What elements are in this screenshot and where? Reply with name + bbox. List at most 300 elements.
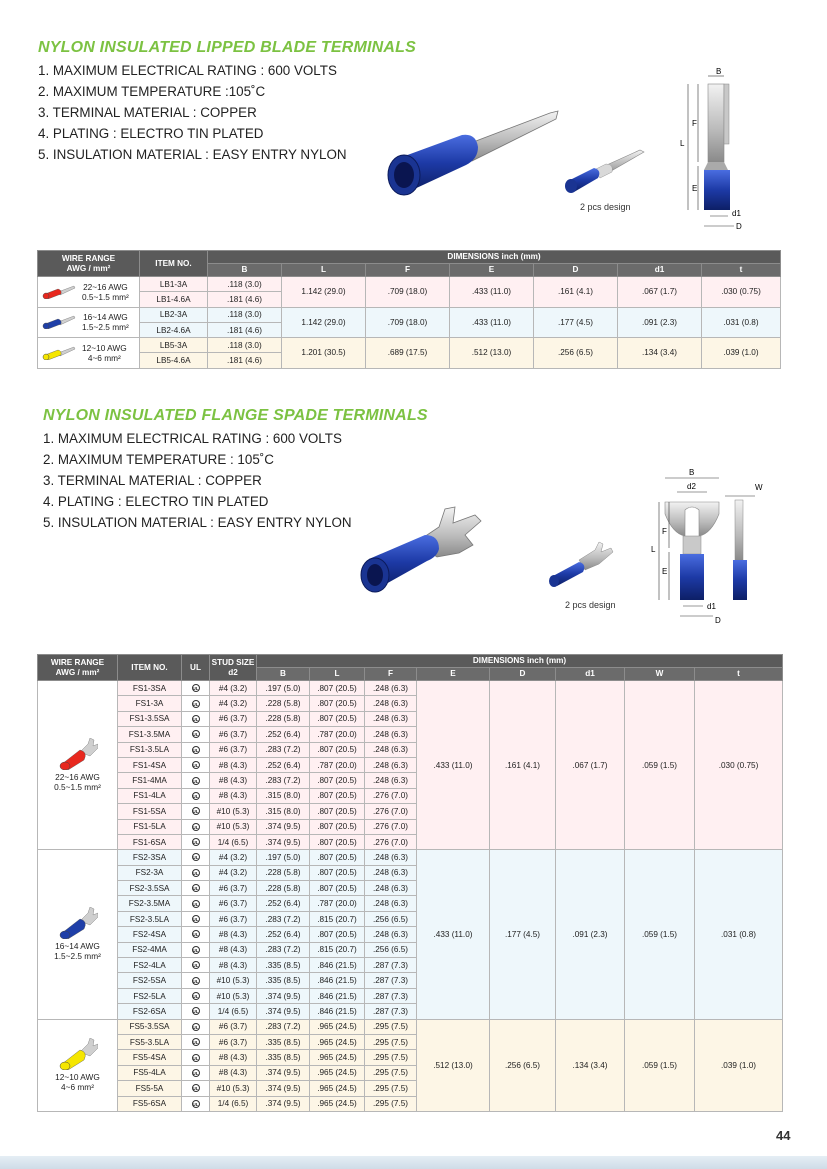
- dim-f-cell: .248 (6.3): [365, 773, 417, 788]
- dim-l-cell: .787 (20.0): [310, 896, 365, 911]
- stud-size-cell: #10 (5.3): [210, 1081, 257, 1096]
- dim-l-cell: .787 (20.0): [310, 757, 365, 772]
- ul-mark-cell: [182, 804, 210, 819]
- ul-mark-cell: [182, 1034, 210, 1049]
- item-no-header: ITEM NO.: [118, 655, 182, 681]
- stud-size-cell: #6 (3.7): [210, 881, 257, 896]
- awg-label: 22~16 AWG: [83, 281, 128, 292]
- dim-f-cell: .295 (7.5): [365, 1081, 417, 1096]
- ul-listed-icon: UL: [192, 947, 199, 953]
- spec-item: 5. INSULATION MATERIAL : EASY ENTRY NYLON: [38, 147, 347, 162]
- dim-l-cell: 1.142 (29.0): [282, 277, 366, 308]
- ul-listed-icon: UL: [192, 1101, 199, 1107]
- dim-b-cell: .252 (6.4): [257, 727, 310, 742]
- dim-f-cell: .287 (7.3): [365, 958, 417, 973]
- dim-b-cell: .374 (9.5): [257, 1065, 310, 1080]
- dim-b-cell: .252 (6.4): [257, 896, 310, 911]
- dim-f-cell: .276 (7.0): [365, 819, 417, 834]
- dim-f-cell: .709 (18.0): [366, 277, 450, 308]
- dim-l-cell: .807 (20.5): [310, 804, 365, 819]
- ul-mark-cell: [182, 1081, 210, 1096]
- ul-listed-icon: UL: [192, 901, 199, 907]
- dim-l-cell: .807 (20.5): [310, 865, 365, 880]
- dim-f-cell: .248 (6.3): [365, 711, 417, 726]
- dim-l-cell: .807 (20.5): [310, 850, 365, 865]
- awg-label: 16~14 AWG: [55, 941, 100, 952]
- stud-size-cell: #6 (3.7): [210, 727, 257, 742]
- awg-label: 12~10 AWG: [82, 342, 127, 353]
- dim-l-cell: 1.142 (29.0): [282, 307, 366, 338]
- stud-size-cell: #8 (4.3): [210, 1050, 257, 1065]
- ul-listed-icon: UL: [192, 1055, 199, 1061]
- dim-l-cell: .965 (24.5): [310, 1081, 365, 1096]
- dim-f-cell: .248 (6.3): [365, 757, 417, 772]
- ul-mark-cell: [182, 834, 210, 849]
- dim-l-cell: .965 (24.5): [310, 1034, 365, 1049]
- dim-f-cell: .248 (6.3): [365, 696, 417, 711]
- lipped-spec-list: [38, 60, 347, 165]
- dim-t-cell: .030 (0.75): [695, 681, 783, 850]
- item-no-cell: FS2-5SA: [118, 973, 182, 988]
- dim-w-cell: .059 (1.5): [625, 681, 695, 850]
- stud-size-cell: #6 (3.7): [210, 711, 257, 726]
- ul-mark-cell: [182, 773, 210, 788]
- dim-b-cell: .197 (5.0): [257, 850, 310, 865]
- ul-mark-cell: [182, 881, 210, 896]
- item-no-cell: FS2-3A: [118, 865, 182, 880]
- awg-label: 16~14 AWG: [83, 312, 128, 323]
- item-no-cell: LB5-3A: [140, 338, 208, 353]
- dim-l-cell: .846 (21.5): [310, 958, 365, 973]
- dim-l-cell: .846 (21.5): [310, 973, 365, 988]
- spec-item: 3. TERMINAL MATERIAL : COPPER: [43, 473, 262, 488]
- dim-b-cell: .283 (7.2): [257, 1019, 310, 1034]
- spade-terminal-icon: [58, 1038, 98, 1070]
- ul-mark-cell: [182, 850, 210, 865]
- lipped-dimension-drawing: [670, 66, 760, 236]
- dim-f-cell: .248 (6.3): [365, 742, 417, 757]
- dim-label: d1: [732, 209, 741, 218]
- dim-l-cell: .807 (20.5): [310, 681, 365, 696]
- dim-w-cell: .059 (1.5): [625, 1019, 695, 1111]
- dim-b-cell: .374 (9.5): [257, 1004, 310, 1019]
- col-header: d1: [556, 668, 625, 681]
- item-no-cell: FS5-4LA: [118, 1065, 182, 1080]
- dim-label: E: [692, 184, 698, 193]
- wire-range-header: WIRE RANGE AWG / mm²: [38, 655, 118, 681]
- page-number: 44: [776, 1128, 791, 1143]
- dim-l-cell: .787 (20.0): [310, 727, 365, 742]
- ul-listed-icon: UL: [192, 1009, 199, 1015]
- stud-size-cell: #8 (4.3): [210, 927, 257, 942]
- item-no-cell: FS5-3.5LA: [118, 1034, 182, 1049]
- ul-listed-icon: UL: [192, 793, 199, 799]
- item-no-cell: FS2-3.5MA: [118, 896, 182, 911]
- dim-b-cell: .228 (5.8): [257, 865, 310, 880]
- ul-mark-cell: [182, 742, 210, 757]
- dim-b-cell: .228 (5.8): [257, 881, 310, 896]
- flange-design-caption: 2 pcs design: [565, 600, 616, 610]
- table-row: [38, 1019, 783, 1034]
- col-header: t: [695, 668, 783, 681]
- ul-listed-icon: UL: [192, 701, 199, 707]
- dim-b-cell: .335 (8.5): [257, 973, 310, 988]
- blade-terminal-icon: [42, 315, 76, 329]
- spec-item: 1. MAXIMUM ELECTRICAL RATING : 600 VOLTS: [43, 431, 342, 446]
- ul-mark-cell: [182, 1004, 210, 1019]
- ul-listed-icon: UL: [192, 994, 199, 999]
- item-no-cell: FS1-3.5SA: [118, 711, 182, 726]
- dim-e-cell: .512 (13.0): [417, 1019, 490, 1111]
- spade-terminal-icon: [58, 907, 98, 939]
- col-header: W: [625, 668, 695, 681]
- dim-d1-cell: .067 (1.7): [556, 681, 625, 850]
- dim-f-cell: .256 (6.5): [365, 911, 417, 926]
- stud-size-cell: #4 (3.2): [210, 850, 257, 865]
- dimensions-header: DIMENSIONS inch (mm): [257, 655, 783, 668]
- item-no-cell: FS5-4SA: [118, 1050, 182, 1065]
- flange-spade-terminal-image: [355, 505, 485, 595]
- ul-listed-icon: UL: [192, 716, 199, 722]
- dim-b-cell: .181 (4.6): [208, 353, 282, 368]
- spec-item: 2. MAXIMUM TEMPERATURE :105˚C: [38, 84, 266, 99]
- dim-b-cell: .283 (7.2): [257, 742, 310, 757]
- col-header: L: [282, 264, 366, 277]
- dim-d1-cell: .134 (3.4): [618, 338, 702, 369]
- ul-mark-cell: [182, 711, 210, 726]
- wire-range-cell: [38, 850, 118, 1019]
- table-row: [38, 338, 781, 353]
- dim-l-cell: .807 (20.5): [310, 742, 365, 757]
- ul-listed-icon: UL: [192, 840, 199, 846]
- ul-listed-icon: UL: [192, 963, 199, 969]
- stud-size-cell: #6 (3.7): [210, 911, 257, 926]
- dim-label: L: [680, 139, 685, 148]
- dim-d1-cell: .067 (1.7): [618, 277, 702, 308]
- ul-mark-cell: [182, 958, 210, 973]
- dim-l-cell: .807 (20.5): [310, 788, 365, 803]
- dim-f-cell: .248 (6.3): [365, 865, 417, 880]
- item-no-cell: FS1-6SA: [118, 834, 182, 849]
- dim-f-cell: .295 (7.5): [365, 1065, 417, 1080]
- dim-f-cell: .248 (6.3): [365, 681, 417, 696]
- stud-size-cell: 1/4 (6.5): [210, 1096, 257, 1111]
- ul-mark-cell: [182, 927, 210, 942]
- ul-listed-icon: UL: [192, 732, 199, 738]
- ul-listed-icon: UL: [192, 686, 199, 692]
- dim-label: D: [736, 222, 742, 231]
- item-no-cell: LB1-4.6A: [140, 292, 208, 307]
- col-header: L: [310, 668, 365, 681]
- dim-b-cell: .252 (6.4): [257, 927, 310, 942]
- dimensions-header: DIMENSIONS inch (mm): [208, 251, 781, 264]
- footer-band: [0, 1156, 827, 1169]
- dim-f-cell: .276 (7.0): [365, 834, 417, 849]
- dim-d-cell: .256 (6.5): [534, 338, 618, 369]
- col-header: F: [365, 668, 417, 681]
- dim-b-cell: .228 (5.8): [257, 711, 310, 726]
- ul-mark-cell: [182, 973, 210, 988]
- dim-b-cell: .335 (8.5): [257, 958, 310, 973]
- lipped-spec-table: [37, 250, 781, 369]
- ul-listed-icon: UL: [192, 917, 199, 923]
- item-no-cell: FS1-3.5MA: [118, 727, 182, 742]
- col-header: E: [450, 264, 534, 277]
- dim-l-cell: .807 (20.5): [310, 773, 365, 788]
- flange-spec-list: [43, 428, 352, 533]
- dim-t-cell: .031 (0.8): [695, 850, 783, 1019]
- ul-listed-icon: UL: [192, 763, 199, 769]
- dim-f-cell: .248 (6.3): [365, 850, 417, 865]
- dim-d-cell: .161 (4.1): [490, 681, 556, 850]
- item-no-cell: FS5-5A: [118, 1081, 182, 1096]
- dim-l-cell: 1.201 (30.5): [282, 338, 366, 369]
- ul-mark-cell: [182, 681, 210, 696]
- item-no-cell: FS1-5LA: [118, 819, 182, 834]
- dim-d1-cell: .134 (3.4): [556, 1019, 625, 1111]
- dim-l-cell: .807 (20.5): [310, 696, 365, 711]
- dim-e-cell: .433 (11.0): [450, 307, 534, 338]
- dim-b-cell: .283 (7.2): [257, 942, 310, 957]
- dim-d-cell: .177 (4.5): [534, 307, 618, 338]
- stud-size-cell: #4 (3.2): [210, 865, 257, 880]
- stud-size-cell: #8 (4.3): [210, 1065, 257, 1080]
- dim-label: B: [716, 67, 722, 76]
- col-header: B: [257, 668, 310, 681]
- item-no-cell: FS5-6SA: [118, 1096, 182, 1111]
- ul-listed-icon: UL: [192, 809, 199, 815]
- flange-dimension-drawing: [645, 466, 770, 631]
- item-no-header: ITEM NO.: [140, 251, 208, 277]
- dim-w-cell: .059 (1.5): [625, 850, 695, 1019]
- ul-listed-icon: UL: [192, 978, 199, 984]
- col-header: B: [208, 264, 282, 277]
- ul-mark-cell: [182, 788, 210, 803]
- stud-size-cell: #4 (3.2): [210, 696, 257, 711]
- mm-label: 4~6 mm²: [87, 352, 121, 363]
- ul-mark-cell: [182, 988, 210, 1003]
- mm-label: 4~6 mm²: [61, 1082, 94, 1093]
- dim-label: B: [689, 468, 695, 477]
- dim-label: d1: [707, 602, 716, 611]
- stud-size-cell: 1/4 (6.5): [210, 834, 257, 849]
- dim-b-cell: .374 (9.5): [257, 988, 310, 1003]
- ul-listed-icon: UL: [192, 932, 199, 938]
- stud-size-cell: #8 (4.3): [210, 773, 257, 788]
- ul-listed-icon: UL: [192, 855, 199, 861]
- item-no-cell: FS2-5LA: [118, 988, 182, 1003]
- item-no-cell: FS1-5SA: [118, 804, 182, 819]
- ul-listed-icon: UL: [192, 1024, 199, 1030]
- flange-2pcs-image: [545, 540, 615, 590]
- item-no-cell: FS2-3.5SA: [118, 881, 182, 896]
- col-header: D: [534, 264, 618, 277]
- stud-size-cell: #8 (4.3): [210, 757, 257, 772]
- spec-item: 5. INSULATION MATERIAL : EASY ENTRY NYLON: [43, 515, 352, 530]
- ul-listed-icon: UL: [192, 824, 199, 830]
- dim-l-cell: .815 (20.7): [310, 942, 365, 957]
- spec-item: 2. MAXIMUM TEMPERATURE : 105˚C: [43, 452, 274, 467]
- dim-l-cell: .846 (21.5): [310, 1004, 365, 1019]
- dim-b-cell: .118 (3.0): [208, 277, 282, 292]
- dim-b-cell: .374 (9.5): [257, 1096, 310, 1111]
- mm-label: 1.5~2.5 mm²: [82, 322, 129, 333]
- ul-mark-cell: [182, 911, 210, 926]
- mm-label: 1.5~2.5 mm²: [54, 951, 101, 962]
- ul-mark-cell: [182, 1065, 210, 1080]
- dim-label: D: [715, 616, 721, 625]
- lipped-section-title: NYLON INSULATED LIPPED BLADE TERMINALS: [38, 39, 416, 56]
- dim-b-cell: .374 (9.5): [257, 834, 310, 849]
- ul-mark-cell: [182, 942, 210, 957]
- dim-f-cell: .287 (7.3): [365, 973, 417, 988]
- table-row: [38, 681, 783, 696]
- dim-e-cell: .433 (11.0): [417, 850, 490, 1019]
- flange-section-title: NYLON INSULATED FLANGE SPADE TERMINALS: [43, 407, 428, 424]
- ul-mark-cell: [182, 727, 210, 742]
- stud-size-cell: #10 (5.3): [210, 804, 257, 819]
- wire-range-cell: [38, 1019, 118, 1111]
- flange-spec-table: [37, 654, 783, 1112]
- ul-mark-cell: [182, 1050, 210, 1065]
- table-row: [38, 277, 781, 292]
- dim-l-cell: .846 (21.5): [310, 988, 365, 1003]
- dim-b-cell: .283 (7.2): [257, 911, 310, 926]
- dim-label: E: [662, 567, 668, 576]
- dim-f-cell: .248 (6.3): [365, 927, 417, 942]
- awg-label: 12~10 AWG: [55, 1072, 100, 1083]
- spec-item: 3. TERMINAL MATERIAL : COPPER: [38, 105, 257, 120]
- dim-b-cell: .335 (8.5): [257, 1034, 310, 1049]
- item-no-cell: LB5-4.6A: [140, 353, 208, 368]
- lipped-2pcs-image: [560, 140, 650, 195]
- dim-l-cell: .807 (20.5): [310, 711, 365, 726]
- dim-l-cell: .807 (20.5): [310, 834, 365, 849]
- dim-d1-cell: .091 (2.3): [618, 307, 702, 338]
- col-header: t: [702, 264, 781, 277]
- item-no-cell: FS2-4SA: [118, 927, 182, 942]
- dim-b-cell: .197 (5.0): [257, 681, 310, 696]
- dim-label: d2: [687, 482, 696, 491]
- col-header: D: [490, 668, 556, 681]
- dim-f-cell: .295 (7.5): [365, 1019, 417, 1034]
- dim-l-cell: .965 (24.5): [310, 1050, 365, 1065]
- ul-mark-cell: [182, 896, 210, 911]
- item-no-cell: FS2-3.5LA: [118, 911, 182, 926]
- item-no-cell: FS1-3A: [118, 696, 182, 711]
- mm-label: 0.5~1.5 mm²: [54, 782, 101, 793]
- ul-mark-cell: [182, 819, 210, 834]
- dim-b-cell: .181 (4.6): [208, 322, 282, 337]
- dim-t-cell: .031 (0.8): [702, 307, 781, 338]
- stud-size-cell: #8 (4.3): [210, 942, 257, 957]
- spec-item: 1. MAXIMUM ELECTRICAL RATING : 600 VOLTS: [38, 63, 337, 78]
- dim-t-cell: .039 (1.0): [702, 338, 781, 369]
- dim-f-cell: .295 (7.5): [365, 1050, 417, 1065]
- col-header: F: [366, 264, 450, 277]
- item-no-cell: FS1-3SA: [118, 681, 182, 696]
- spec-item: 4. PLATING : ELECTRO TIN PLATED: [38, 126, 264, 141]
- dim-l-cell: .807 (20.5): [310, 881, 365, 896]
- dim-f-cell: .276 (7.0): [365, 804, 417, 819]
- item-no-cell: FS1-4SA: [118, 757, 182, 772]
- blade-terminal-icon: [42, 285, 76, 299]
- dim-f-cell: .256 (6.5): [365, 942, 417, 957]
- item-no-cell: FS5-3.5SA: [118, 1019, 182, 1034]
- ul-listed-icon: UL: [192, 1086, 199, 1092]
- dim-b-cell: .252 (6.4): [257, 757, 310, 772]
- table-row: [38, 850, 783, 865]
- ul-listed-icon: UL: [192, 870, 199, 876]
- stud-size-cell: #4 (3.2): [210, 681, 257, 696]
- dim-f-cell: .248 (6.3): [365, 727, 417, 742]
- dim-b-cell: .315 (8.0): [257, 804, 310, 819]
- dim-l-cell: .965 (24.5): [310, 1065, 365, 1080]
- dim-f-cell: .295 (7.5): [365, 1034, 417, 1049]
- ul-mark-cell: [182, 757, 210, 772]
- ul-mark-cell: [182, 865, 210, 880]
- dim-f-cell: .709 (18.0): [366, 307, 450, 338]
- dim-b-cell: .374 (9.5): [257, 819, 310, 834]
- dim-d-cell: .177 (4.5): [490, 850, 556, 1019]
- item-no-cell: FS1-4LA: [118, 788, 182, 803]
- col-header: d1: [618, 264, 702, 277]
- stud-size-cell: #8 (4.3): [210, 788, 257, 803]
- dim-b-cell: .283 (7.2): [257, 773, 310, 788]
- dim-d-cell: .161 (4.1): [534, 277, 618, 308]
- wire-range-cell: [38, 338, 140, 369]
- stud-size-cell: #6 (3.7): [210, 742, 257, 757]
- blade-terminal-icon: [42, 346, 76, 360]
- wire-range-cell: [38, 681, 118, 850]
- dim-f-cell: .248 (6.3): [365, 896, 417, 911]
- spec-item: 4. PLATING : ELECTRO TIN PLATED: [43, 494, 269, 509]
- dim-b-cell: .118 (3.0): [208, 307, 282, 322]
- dim-l-cell: .965 (24.5): [310, 1019, 365, 1034]
- dim-b-cell: .374 (9.5): [257, 1081, 310, 1096]
- dim-label: F: [662, 527, 667, 536]
- dim-t-cell: .030 (0.75): [702, 277, 781, 308]
- stud-size-cell: 1/4 (6.5): [210, 1004, 257, 1019]
- stud-size-cell: #10 (5.3): [210, 819, 257, 834]
- item-no-cell: LB1-3A: [140, 277, 208, 292]
- stud-size-cell: #6 (3.7): [210, 896, 257, 911]
- dim-l-cell: .807 (20.5): [310, 927, 365, 942]
- spade-terminal-icon: [58, 738, 98, 770]
- dim-f-cell: .287 (7.3): [365, 1004, 417, 1019]
- dim-d1-cell: .091 (2.3): [556, 850, 625, 1019]
- wire-range-header: WIRE RANGE AWG / mm²: [38, 251, 140, 277]
- lipped-design-caption: 2 pcs design: [580, 202, 631, 212]
- dim-e-cell: .512 (13.0): [450, 338, 534, 369]
- item-no-cell: FS1-3.5LA: [118, 742, 182, 757]
- dim-e-cell: .433 (11.0): [450, 277, 534, 308]
- dim-b-cell: .335 (8.5): [257, 1050, 310, 1065]
- dim-l-cell: .807 (20.5): [310, 819, 365, 834]
- dim-l-cell: .965 (24.5): [310, 1096, 365, 1111]
- dim-d-cell: .256 (6.5): [490, 1019, 556, 1111]
- ul-header: UL: [182, 655, 210, 681]
- table-row: [38, 307, 781, 322]
- ul-listed-icon: UL: [192, 747, 199, 753]
- ul-mark-cell: [182, 696, 210, 711]
- stud-size-cell: #6 (3.7): [210, 1034, 257, 1049]
- item-no-cell: FS2-3SA: [118, 850, 182, 865]
- dim-f-cell: .276 (7.0): [365, 788, 417, 803]
- stud-size-cell: #8 (4.3): [210, 958, 257, 973]
- dim-f-cell: .248 (6.3): [365, 881, 417, 896]
- dim-b-cell: .315 (8.0): [257, 788, 310, 803]
